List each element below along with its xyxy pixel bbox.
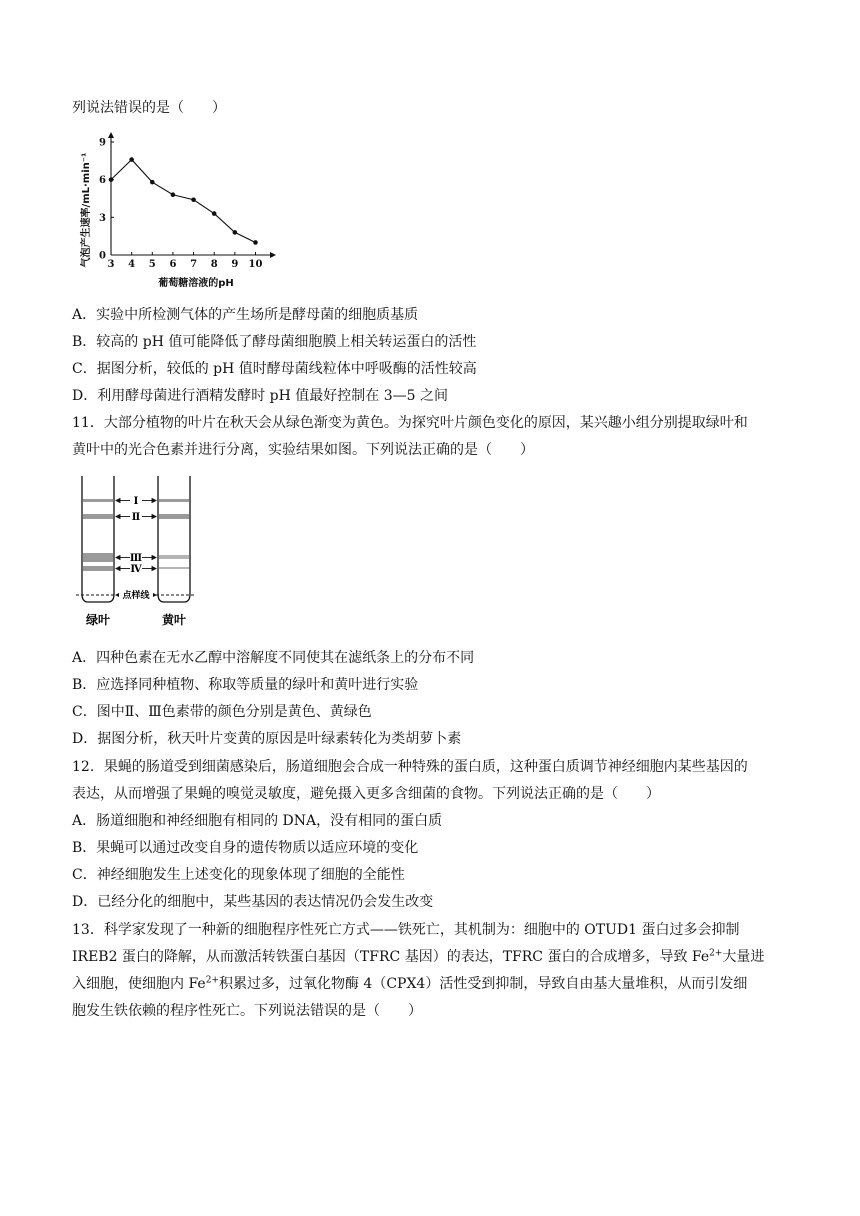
q13-line-3-text-a: 入细胞，使细胞内 Fe [72,976,206,992]
q12-option-d: D．已经分化的细胞中，某些基因的表达情况仍会发生改变 [72,894,434,910]
q13-line-2 [72,947,764,967]
q10-option-a: A．实验中所检测气体的产生场所是酵母菌的细胞质基质 [72,307,419,323]
y-tick-label: 6 [99,175,106,187]
x-tick-label: 8 [210,259,218,270]
band-label-4: Ⅳ [130,564,142,575]
green-band-4 [83,566,113,571]
x-tick-label: 7 [190,259,198,270]
band-label-2: Ⅱ [131,512,141,523]
q11-option-c: C．图中Ⅱ、Ⅲ色素带的颜色分别是黄色、黄绿色 [72,704,372,720]
strip-label-green: 绿叶 [85,613,111,627]
q10-stem-tail: 列说法错误的是（ ） [72,100,226,116]
q12-option-c: C．神经细胞发生上述变化的现象体现了细胞的全能性 [72,867,405,883]
q13-line-2-text-a: IREB2 蛋白的降解，从而激活转铁蛋白基因（TFRC 基因）的表达，TFRC 蛋白的合成增多，导致 Fe [72,949,710,965]
yellow-band-4 [159,567,189,569]
data-point [109,177,114,182]
q12-stem-line-1: 12．果蝇的肠道受到细菌感染后，肠道细胞会合成一种特殊的蛋白质，这种蛋白质调节神经细胞内某些基因的 [72,759,748,775]
y-tick-label: 0 [99,250,106,262]
q13-line-4: 胞发生铁依赖的程序性死亡。下列说法错误的是（ ） [72,1003,422,1019]
green-band-2 [83,514,113,519]
yellow-band-2 [159,514,189,519]
q11-option-a: A．四种色素在无水乙醇中溶解度不同使其在滤纸条上的分布不同 [72,650,475,666]
data-point [171,192,176,197]
band-label-1: Ⅰ [133,496,139,507]
q10-option-b: B．较高的 pH 值可能降低了酵母菌细胞膜上相关转运蛋白的活性 [72,334,477,350]
data-point [191,197,196,202]
q12-stem-line-2: 表达，从而增强了果蝇的嗅觉灵敏度，避免摄入更多含细菌的食物。下列说法正确的是（ ） [72,786,660,802]
q11-stem-line-2: 黄叶中的光合色素并进行分离，实验结果如图。下列说法正确的是（ ） [72,442,534,458]
strip-label-yellow: 黄叶 [161,613,187,627]
q13-line-3-text-b: 积累过多，过氧化物酶 4（CPX4）活性受到抑制，导致自由基大量堆积，从而引发细 [218,976,748,992]
green-band-1 [83,499,113,502]
y-tick-label: 9 [99,137,106,149]
q11-option-b: B．应选择同种植物、称取等质量的绿叶和黄叶进行实验 [72,677,419,693]
green-leaf-strip [82,476,114,602]
origin-line-label: 点样线 [122,591,150,601]
data-point [233,230,238,235]
y-axis-label: 气泡产生速率/mL·min⁻¹ [81,152,92,268]
q11-stem-line-1: 11．大部分植物的叶片在秋天会从绿色渐变为黄色。为探究叶片颜色变化的原因，某兴趣小组分别提取绿叶和 [72,415,748,431]
q13-line-3-sup: 2+ [205,975,219,986]
chromatography-figure [72,472,202,632]
x-tick-label: 5 [148,259,156,270]
y-tick-label: 3 [99,212,106,224]
q12-option-a: A．肠道细胞和神经细胞有相同的 DNA，没有相同的蛋白质 [72,813,443,829]
series-line [111,160,255,243]
yellow-band-3 [159,555,189,559]
data-point [212,211,217,216]
x-axis-arrow [270,252,276,258]
yellow-leaf-strip [158,476,190,602]
q13-line-3 [72,974,747,994]
ph-bubble-rate-chart [78,132,278,292]
q13-line-2-text-b: 大量进 [722,949,765,965]
x-tick-label: 9 [231,259,239,270]
q10-option-c: C．据图分析，较低的 pH 值时酵母菌线粒体中呼吸酶的活性较高 [72,361,477,377]
yellow-band-1 [159,499,189,502]
data-point [129,157,134,162]
data-point [150,180,155,185]
x-tick-label: 10 [248,259,263,270]
q12-option-b: B．果蝇可以通过改变自身的遗传物质以适应环境的变化 [72,840,419,856]
x-tick-label: 6 [169,259,177,270]
q11-option-d: D．据图分析，秋天叶片变黄的原因是叶绿素转化为类胡萝卜素 [72,731,462,747]
x-axis-label: 葡萄糖溶液的pH [158,278,234,289]
q13-line-1: 13．科学家发现了一种新的细胞程序性死亡方式——铁死亡，其机制为：细胞中的 OTUD1 蛋白过多会抑制 [72,922,740,938]
y-axis-arrow [108,132,114,138]
band-label-3: Ⅲ [129,553,143,564]
x-tick-label: 4 [128,259,136,270]
q10-option-d: D．利用酵母菌进行酒精发酵时 pH 值最好控制在 3—5 之间 [72,388,449,404]
x-tick-label: 3 [107,259,115,270]
green-band-3 [83,553,113,562]
data-point [253,240,258,245]
q13-line-2-sup: 2+ [709,948,723,959]
